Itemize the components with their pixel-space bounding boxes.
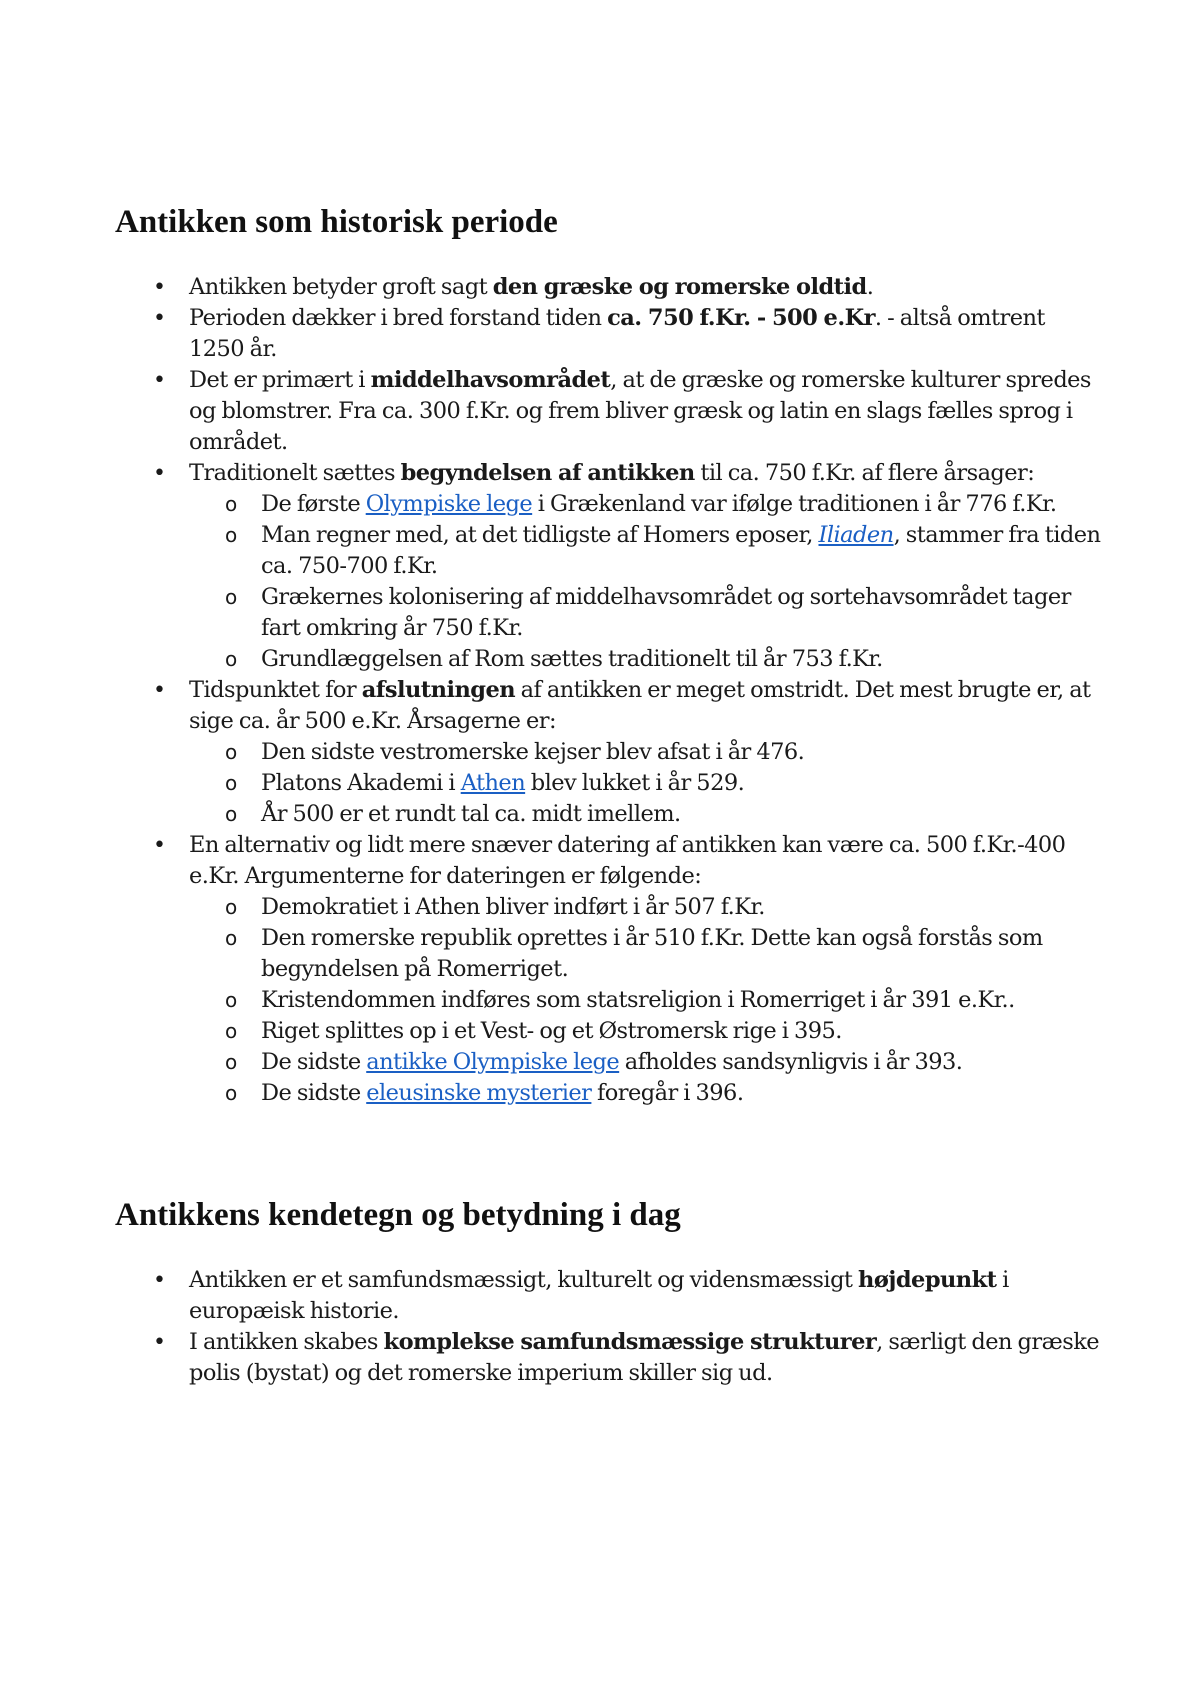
sublist-item: o Riget splittes op i et Vest- og et Østromersk rige i 395. [115,1016,1105,1047]
heading-antikkens-kendetegn: Antikkens kendetegn og betydning i dag [115,1197,681,1233]
bullet-list-periode [115,272,1105,1109]
list-item: • Tidspunktet for afslutningen af antikken er meget omstridt. Det mest brugte er, at sige ca. år 500 e.Kr. Årsagerne er: o Den sidste vestromerske kejser blev afsat i år 476. o Platons Akademi i Athen blev lukket i år 529. o År 500 er et rundt tal ca. midt imellem. [115,675,1105,830]
link-antikke-olympiske-lege[interactable]: antikke Olympiske lege [366,1049,620,1075]
sublist-item: o Platons Akademi i Athen blev lukket i år 529. [115,768,1105,799]
list-item: • Traditionelt sættes begyndelsen af antikken til ca. 750 f.Kr. af flere årsager: o De første Olympiske lege i Grækenland var ifølge traditionen i år 776 f.Kr. o Man regner med, at det tidligste af Homers eposer, Iliaden, stammer fra tiden ca. 750-700 f.Kr. o Grækernes kolonisering af middelhavsområdet og sortehavsområdet tager fart omkring år 750 f.Kr. o Grundlæggelsen af Rom sættes traditionelt til år 753 f.Kr. [115,458,1105,675]
link-olympiske-lege[interactable]: Olympiske lege [365,491,533,517]
sublist-item: o De første Olympiske lege i Grækenland var ifølge traditionen i år 776 f.Kr. [115,489,1105,520]
sublist-alternativ-datering [115,892,1105,1109]
sublist-item: o Man regner med, at det tidligste af Homers eposer, Iliaden, stammer fra tiden ca. 750-700 f.Kr. [115,520,1105,582]
sublist-afslutning [115,737,1105,830]
list-item: • Perioden dækker i bred forstand tiden ca. 750 f.Kr. - 500 e.Kr. - altså omtrent 1250 år. [115,303,1105,365]
sublist-item: o Demokratiet i Athen bliver indført i år 507 f.Kr. [115,892,1105,923]
sublist-item: o De sidste eleusinske mysterier foregår i 396. [115,1078,1105,1109]
link-eleusinske-mysterier[interactable]: eleusinske mysterier [366,1080,592,1106]
list-item: • Antikken betyder groft sagt den græske og romerske oldtid. [115,272,1105,303]
sublist-item: o Den sidste vestromerske kejser blev afsat i år 476. [115,737,1105,768]
list-item: • I antikken skabes komplekse samfundsmæssige strukturer, særligt den græske polis (bystat) og det romerske imperium skiller sig ud. [115,1327,1105,1389]
sublist-item: o Grundlæggelsen af Rom sættes traditionelt til år 753 f.Kr. [115,644,1105,675]
list-item: • En alternativ og lidt mere snæver datering af antikken kan være ca. 500 f.Kr.-400 e.Kr. Argumenterne for dateringen er følgende: o Demokratiet i Athen bliver indført i år 507 f.Kr. o Den romerske republik oprettes i år 510 f.Kr. Dette kan også forstås som begyndelsen på Romerriget. o Kristendommen indføres som statsreligion i Romerriget i år 391 e.Kr.. o Riget splittes op i et Vest- og et Østromersk rige i 395. o De sidste antikke Olympiske lege afholdes sandsynligvis i år 393. o De sidste eleusinske mysterier foregår i 396. [115,830,1105,1109]
list-item: • Antikken er et samfundsmæssigt, kulturelt og vidensmæssigt højdepunkt i europæisk historie. [115,1265,1105,1327]
link-athen[interactable]: Athen [460,770,526,796]
sublist-item: o De sidste antikke Olympiske lege afholdes sandsynligvis i år 393. [115,1047,1105,1078]
sublist-item: o Den romerske republik oprettes i år 510 f.Kr. Dette kan også forstås som begyndelsen på Romerriget. [115,923,1105,985]
sublist-item: o År 500 er et rundt tal ca. midt imellem. [115,799,1105,830]
heading-antikken-som-historisk-periode: Antikken som historisk periode [115,204,558,240]
link-iliaden[interactable]: Iliaden [818,522,894,548]
sublist-begyndelse [115,489,1105,675]
bullet-list-kendetegn [115,1265,1105,1389]
sublist-item: o Kristendommen indføres som statsreligion i Romerriget i år 391 e.Kr.. [115,985,1105,1016]
document-page [115,200,1105,1389]
list-item: • Det er primært i middelhavsområdet, at de græske og romerske kulturer spredes og blomstrer. Fra ca. 300 f.Kr. og frem bliver græsk og latin en slags fælles sprog i området. [115,365,1105,458]
sublist-item: o Grækernes kolonisering af middelhavsområdet og sortehavsområdet tager fart omkring år 750 f.Kr. [115,582,1105,644]
